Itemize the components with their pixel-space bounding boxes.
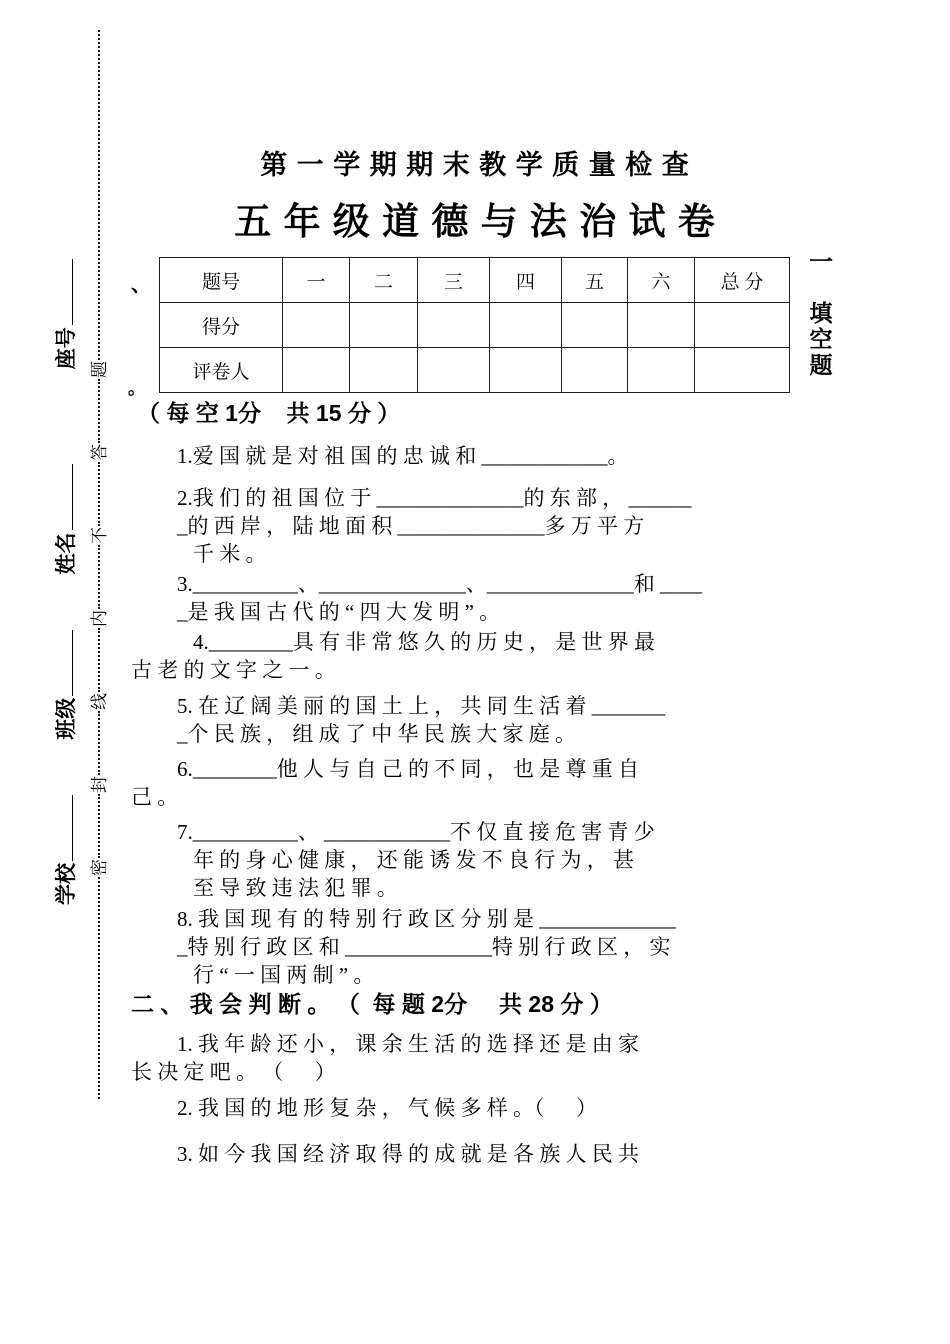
judge-question-3 [131, 1140, 831, 1168]
question-line: _的 西 岸 ， 陆 地 面 积 ______________多 万 平 方 [177, 514, 645, 538]
class-field [50, 630, 80, 740]
question-line: _是 我 国 古 代 的 “ 四 大 发 明 ” 。 [177, 600, 501, 624]
seal-char: 答 [89, 444, 109, 461]
section1-comma: 、 [131, 274, 151, 296]
seal-dotted-segment [98, 711, 100, 775]
seal-char: 密 [89, 859, 109, 876]
question-line: 1. 我 年 龄 还 小 ， 课 余 生 活 的 选 择 还 是 由 家 [177, 1032, 639, 1056]
corner-label: 题号 [160, 258, 283, 303]
section1-title: 填空题 [809, 300, 833, 378]
seal-dotted-segment [98, 545, 100, 609]
seal-dotted-segment [98, 628, 100, 692]
score-cell [628, 303, 695, 348]
col-header: 六 [628, 258, 695, 303]
main-content [131, 398, 831, 1168]
table-row [160, 303, 790, 348]
question-line: 古 老 的 文 字 之 一 。 [131, 658, 336, 682]
question-line: 7.__________、 ____________不 仅 直 接 危 害 青 少 [177, 820, 655, 844]
question-line: 长 决 定 吧 。 （ ） [131, 1060, 336, 1084]
question-line: 6.________他 人 与 自 己 的 不 同 ， 也 是 尊 重 自 [177, 757, 639, 781]
grader-cell [562, 348, 628, 393]
exam-session-title: 第 一 学 期 期 末 教 学 质 量 检 查 [260, 150, 690, 180]
judge-question-2 [131, 1094, 831, 1122]
row-label-score: 得分 [160, 303, 283, 348]
question-line: 2.我 们 的 祖 国 位 于 ______________的 东 部 ， ______ [177, 486, 692, 510]
question-line: 8. 我 国 现 有 的 特 别 行 政 区 分 别 是 _____________ [177, 907, 676, 931]
seal-char: 不 [89, 527, 109, 544]
class-blank [50, 630, 73, 696]
question-3 [131, 570, 831, 626]
judge-question-1 [131, 1030, 831, 1086]
seal-dotted-segment [98, 379, 100, 443]
question-line: 2. 我 国 的 地 形 复 杂 ， 气 候 多 样 。（ ） [177, 1096, 597, 1120]
score-cell [562, 303, 628, 348]
seal-char: 题 [89, 361, 109, 378]
seal-char: 内 [89, 610, 109, 627]
question-8 [131, 905, 831, 989]
student-info-fields [50, 225, 80, 905]
grader-cell [350, 348, 418, 393]
col-header: 二 [350, 258, 418, 303]
seal-char: 封 [89, 776, 109, 793]
section1-score-note: （ 每 空 1分 共 15 分 ） [137, 400, 401, 426]
score-cell [490, 303, 562, 348]
seat-number-blank [50, 259, 73, 325]
table-row [160, 258, 790, 303]
school-label: 学校 [54, 863, 78, 905]
question-line: 己 。 [131, 785, 179, 809]
question-line: 3. 如 今 我 国 经 济 取 得 的 成 就 是 各 族 人 民 共 [177, 1142, 639, 1166]
grader-cell [490, 348, 562, 393]
col-header: 五 [562, 258, 628, 303]
score-cell [283, 303, 350, 348]
name-field [50, 465, 80, 575]
section1-period: 。 [128, 379, 145, 398]
seal-char: 线 [89, 693, 109, 710]
question-line: _个 民 族 ， 组 成 了 中 华 民 族 大 家 庭 。 [177, 722, 576, 746]
exam-paper-title: 五 年 级 道 德 与 法 治 试 卷 [234, 201, 716, 242]
seal-dotted-segment [98, 877, 100, 1099]
question-line: 至 导 致 违 法 犯 罪 。 [193, 876, 398, 900]
question-line: 3.__________、______________、______________和 ____ [177, 572, 702, 596]
question-line: 年 的 身 心 健 康 ， 还 能 诱 发 不 良 行 为 ， 甚 [193, 848, 634, 872]
question-line: 1.爱 国 就 是 对 祖 国 的 忠 诚 和 ____________。 [177, 444, 629, 468]
question-6 [131, 755, 831, 811]
seat-number-label: 座号 [54, 327, 78, 370]
class-label: 班级 [54, 697, 78, 740]
name-label: 姓名 [54, 532, 78, 575]
section1-vertical-heading [806, 250, 836, 378]
col-header: 四 [490, 258, 562, 303]
col-header: 三 [418, 258, 490, 303]
question-line: _特 别 行 政 区 和 ______________特 别 行 政 区 ， 实 [177, 935, 671, 959]
seat-number-field [50, 259, 80, 369]
col-header: 一 [283, 258, 350, 303]
table-row [160, 348, 790, 393]
section2-heading: 二 、 我 会 判 断 。 （ 每 题 2分 共 28 分 ） [131, 991, 613, 1017]
grader-cell [283, 348, 350, 393]
seal-dotted-segment [98, 462, 100, 526]
question-line: 千 米 。 [193, 542, 267, 566]
question-1 [131, 442, 831, 470]
grader-cell [418, 348, 490, 393]
question-line: 5. 在 辽 阔 美 丽 的 国 土 上 ， 共 同 生 活 着 _______ [177, 694, 666, 718]
score-cell [350, 303, 418, 348]
school-blank [50, 795, 73, 861]
seal-dotted-segment [98, 794, 100, 858]
question-2 [131, 484, 831, 568]
score-cell [695, 303, 790, 348]
title-block [0, 143, 950, 245]
grader-cell [628, 348, 695, 393]
score-cell [418, 303, 490, 348]
question-line: 4.________具 有 非 常 悠 久 的 历 史 ， 是 世 界 最 [193, 630, 655, 654]
question-5 [131, 692, 831, 748]
question-7 [131, 818, 831, 902]
question-4 [131, 628, 831, 684]
col-header: 总 分 [695, 258, 790, 303]
school-field [50, 795, 80, 905]
section1-number: 一 [809, 249, 833, 276]
name-blank [50, 465, 73, 531]
grader-cell [695, 348, 790, 393]
row-label-grader: 评卷人 [160, 348, 283, 393]
question-line: 行 “ 一 国 两 制 ” 。 [193, 963, 375, 987]
score-table [159, 257, 790, 393]
